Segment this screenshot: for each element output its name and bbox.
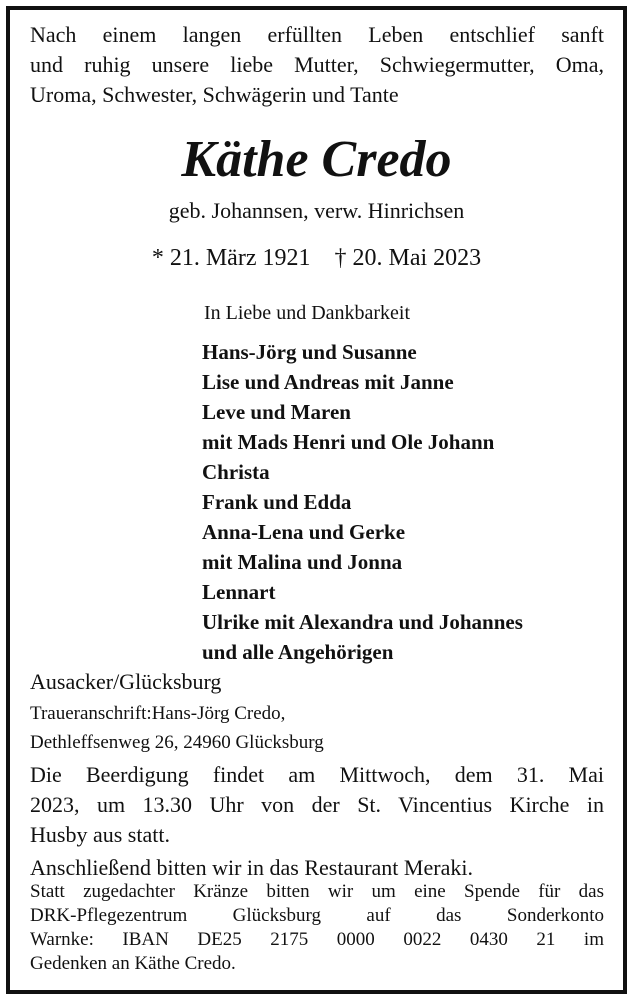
donation-line: Warnke: IBAN DE25 2175 0000 0022 0430 21 im [30, 929, 604, 950]
mourner-line: und alle Angehörigen [202, 640, 394, 664]
birth-date: * 21. März 1921 [151, 245, 311, 271]
mourner-line: mit Mads Henri und Ole Johann [202, 430, 495, 454]
mourners-list [202, 337, 523, 667]
mourner-line: Christa [202, 460, 270, 484]
life-dates [0, 242, 633, 274]
funeral-line: Husby aus statt. [30, 822, 170, 847]
deceased-name: Käthe Credo [181, 131, 452, 188]
mourning-address-line: Traueranschrift:Hans-Jörg Credo, [30, 703, 286, 724]
mourner-line: Hans-Jörg und Susanne [202, 340, 417, 364]
intro-line: Nach einem langen erfüllten Leben entschlief sanft [30, 22, 604, 47]
death-date: † 20. Mai 2023 [334, 245, 482, 271]
mourning-address-line: Dethleffsenweg 26, 24960 Glücksburg [30, 732, 324, 753]
intro-line: und ruhig unsere liebe Mutter, Schwiegermutter, Oma, [30, 52, 604, 77]
birth-names: geb. Johannsen, verw. Hinrichsen [168, 198, 465, 223]
invitation: Anschließend bitten wir in das Restaurant Meraki. [30, 855, 473, 880]
place: Ausacker/Glücksburg [30, 669, 222, 694]
mourner-line: Ulrike mit Alexandra und Johannes [202, 610, 523, 634]
funeral-line: 2023, um 13.30 Uhr von der St. Vincentius Kirche in [30, 792, 604, 817]
donation-line: Statt zugedachter Kränze bitten wir um eine Spende für das [30, 881, 604, 902]
mourner-line: Lise und Andreas mit Janne [202, 370, 454, 394]
donation-line: DRK-Pflegezentrum Glücksburg auf das Sonderkonto [30, 905, 604, 926]
mourner-line: Anna-Lena und Gerke [202, 520, 406, 544]
donation-line: Gedenken an Käthe Credo. [30, 953, 236, 974]
funeral-line: Die Beerdigung findet am Mittwoch, dem 31. Mai [30, 762, 604, 787]
mourner-line: Lennart [202, 580, 276, 604]
mourner-line: Leve und Maren [202, 400, 351, 424]
dedication: In Liebe und Dankbarkeit [204, 302, 411, 324]
mourner-line: Frank und Edda [202, 490, 352, 514]
intro-line: Uroma, Schwester, Schwägerin und Tante [30, 82, 399, 107]
mourner-line: mit Malina und Jonna [202, 550, 403, 574]
